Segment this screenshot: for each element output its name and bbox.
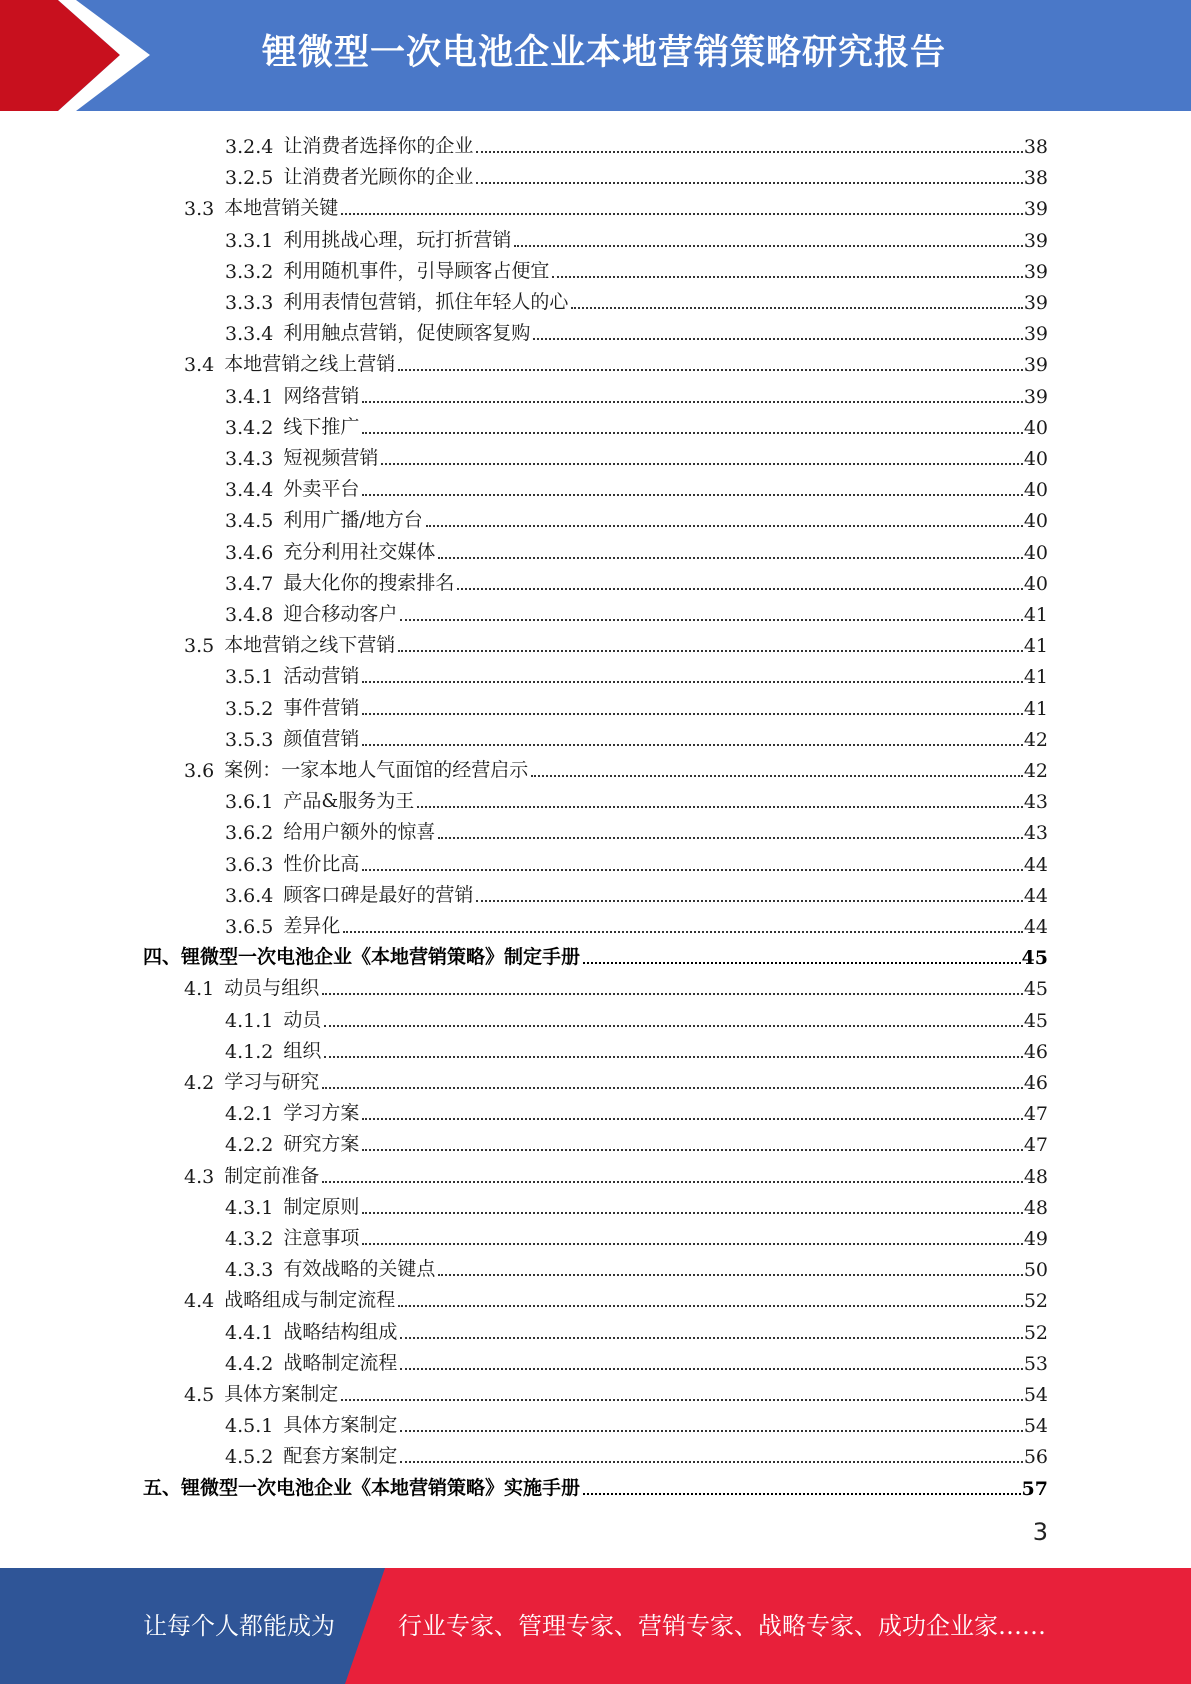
- toc-entry-title: 性价比高: [283, 852, 360, 875]
- toc-entry[interactable]: [184, 1157, 1048, 1188]
- toc-entry-number: 3.5.1: [225, 666, 274, 689]
- toc-entry-title: 短视频营销: [283, 447, 379, 469]
- toc-entry-title: 配套方案制定: [283, 1445, 398, 1468]
- toc-dot-leader: [322, 1087, 1023, 1089]
- toc-dot-leader: [400, 1461, 1022, 1463]
- toc-entry[interactable]: [225, 501, 1048, 532]
- toc-entry-title: 事件营销: [283, 696, 360, 719]
- toc-entry-title: 利用随机事件，引导顾客占便宜: [283, 259, 550, 282]
- toc-entry[interactable]: [225, 314, 1048, 345]
- toc-entry-number: 3.4.2: [225, 416, 274, 439]
- toc-entry-title: 本地营销之线上营销: [224, 353, 396, 376]
- toc-entry[interactable]: [225, 1313, 1048, 1344]
- toc-entry[interactable]: [225, 221, 1048, 252]
- toc-dot-leader: [583, 962, 1021, 964]
- toc-dot-leader: [426, 525, 1023, 527]
- toc-entry-title: 组织: [283, 1039, 322, 1062]
- toc-dot-leader: [476, 182, 1022, 184]
- toc-entry[interactable]: [184, 189, 1048, 220]
- page-number: 3: [1032, 1518, 1048, 1546]
- toc-entry-title: 让消费者选择你的企业: [283, 135, 474, 157]
- toc-entry-page: 44: [1023, 916, 1048, 938]
- toc-entry-page: 39: [1023, 198, 1048, 221]
- toc-dot-leader: [341, 213, 1023, 215]
- toc-entry[interactable]: [225, 907, 1048, 938]
- toc-entry-title: 外卖平台: [283, 478, 360, 501]
- toc-dot-leader: [324, 1025, 1022, 1027]
- toc-entry[interactable]: [225, 1250, 1048, 1281]
- toc-entry[interactable]: [225, 876, 1048, 907]
- toc-dot-leader: [362, 494, 1022, 496]
- toc-entry[interactable]: [225, 1125, 1048, 1156]
- toc-entry-page: 39: [1023, 229, 1048, 252]
- toc-dot-leader: [362, 1149, 1022, 1151]
- toc-entry-number: 4.2.2: [225, 1134, 274, 1157]
- toc-entry[interactable]: [225, 533, 1048, 564]
- toc-entry-number: 3.2.5: [225, 167, 274, 190]
- toc-entry-page: 39: [1023, 323, 1048, 346]
- toc-entry-number: 3.3.4: [225, 323, 274, 346]
- toc-entry-page: 40: [1023, 572, 1048, 595]
- toc-entry[interactable]: [225, 564, 1048, 595]
- toc-entry-page: 56: [1023, 1446, 1048, 1469]
- toc-dot-leader: [398, 1305, 1023, 1307]
- toc-entry-page: 41: [1023, 697, 1048, 720]
- toc-entry[interactable]: [225, 1094, 1048, 1125]
- toc-entry-title: 顾客口碑是最好的营销: [283, 883, 474, 906]
- toc-entry-title: 战略制定流程: [283, 1351, 398, 1374]
- toc-entry-number: 3.4.8: [225, 604, 274, 626]
- toc-entry-title: 动员与组织: [224, 977, 320, 1000]
- toc-entry-title: 线下推广: [283, 415, 360, 438]
- toc-entry-number: 3.4.5: [225, 510, 274, 533]
- toc-entry-page: 48: [1023, 1196, 1048, 1219]
- toc-entry-page: 39: [1023, 292, 1048, 314]
- toc-entry-number: 4.4.2: [225, 1352, 274, 1375]
- header-banner: [0, 0, 1191, 111]
- toc-entry-title: 迎合移动客户: [283, 603, 398, 625]
- toc-entry[interactable]: [225, 1219, 1048, 1250]
- toc-entry-number: 3.4.1: [225, 385, 274, 408]
- toc-entry-page: 52: [1023, 1321, 1048, 1344]
- toc-entry-title: 利用表情包营销，抓住年轻人的心: [283, 291, 569, 313]
- toc-entry-number: 4.3: [184, 1165, 215, 1188]
- toc-entry-number: 3.6.5: [225, 916, 274, 938]
- toc-entry-number: 3.6.1: [225, 791, 274, 814]
- toc-dot-leader: [533, 338, 1022, 340]
- toc-entry[interactable]: [143, 1469, 1048, 1500]
- toc-entry[interactable]: [225, 845, 1048, 876]
- toc-entry-number: 4.3.1: [225, 1196, 274, 1219]
- toc-dot-leader: [400, 619, 1022, 621]
- toc-entry-number: 3.6.2: [225, 822, 274, 845]
- toc-entry[interactable]: [184, 751, 1048, 782]
- toc-dot-leader: [514, 245, 1022, 247]
- toc-entry-title: 本地营销之线下营销: [224, 634, 396, 657]
- toc-entry[interactable]: [225, 1406, 1048, 1437]
- toc-entry-title: 差异化: [283, 915, 341, 937]
- toc-entry[interactable]: [225, 657, 1048, 688]
- toc-entry-page: 54: [1023, 1384, 1048, 1406]
- toc-entry-page: 57: [1021, 1477, 1048, 1500]
- toc-entry-title: 动员: [283, 1008, 322, 1031]
- toc-dot-leader: [531, 775, 1023, 777]
- toc-entry-number: 3.3.1: [225, 229, 274, 252]
- toc-entry-page: 49: [1023, 1228, 1048, 1250]
- toc-entry-title: 制定原则: [283, 1195, 360, 1218]
- toc-dot-leader: [438, 557, 1022, 559]
- toc-entry[interactable]: [225, 252, 1048, 283]
- toc-entry-title: 注意事项: [283, 1227, 360, 1249]
- toc-entry-number: 4.1: [184, 978, 215, 1001]
- toc-entry-title: 让消费者光顾你的企业: [283, 166, 474, 189]
- toc-entry[interactable]: [225, 782, 1048, 813]
- toc-entry[interactable]: [225, 1188, 1048, 1219]
- toc-entry-page: 41: [1023, 666, 1048, 689]
- toc-entry-number: 3.4.4: [225, 479, 274, 502]
- toc-entry-title: 有效战略的关键点: [283, 1258, 436, 1281]
- toc-entry-page: 41: [1023, 604, 1048, 626]
- toc-dot-leader: [362, 744, 1022, 746]
- toc-dot-leader: [571, 307, 1022, 309]
- toc-entry-title: 利用触点营销，促使顾客复购: [283, 322, 531, 345]
- toc-dot-leader: [438, 837, 1022, 839]
- toc-entry[interactable]: [184, 969, 1048, 1000]
- toc-entry-number: 3.5.2: [225, 697, 274, 720]
- toc-dot-leader: [417, 806, 1023, 808]
- toc-entry-title: 颜值营销: [283, 727, 360, 750]
- toc-dot-leader: [362, 1118, 1022, 1120]
- toc-dot-leader: [343, 931, 1022, 933]
- toc-entry-page: 53: [1023, 1352, 1048, 1375]
- toc-entry-page: 39: [1023, 260, 1048, 283]
- toc-entry[interactable]: [225, 158, 1048, 189]
- footer-banner: [0, 1568, 1191, 1684]
- toc-entry-title: 研究方案: [283, 1133, 360, 1156]
- toc-entry-title: 学习方案: [283, 1102, 360, 1125]
- toc-entry-title: 学习与研究: [224, 1071, 320, 1093]
- toc-entry-number: 4.3.2: [225, 1228, 274, 1250]
- toc-entry-title: 利用挑战心理，玩打折营销: [283, 228, 512, 251]
- toc-entry-number: 3.5: [184, 635, 215, 658]
- toc-entry[interactable]: [143, 938, 1048, 969]
- toc-entry-title: 案例：一家本地人气面馆的经营启示: [224, 759, 529, 781]
- toc-entry[interactable]: [225, 283, 1048, 314]
- toc-entry[interactable]: [225, 439, 1048, 470]
- toc-entry-title: 具体方案制定: [283, 1414, 398, 1437]
- toc-entry-page: 39: [1023, 385, 1048, 408]
- toc-dot-leader: [476, 151, 1022, 153]
- toc-entry-title: 充分利用社交媒体: [283, 540, 436, 563]
- toc-entry-page: 43: [1023, 791, 1048, 814]
- toc-entry-title: 战略组成与制定流程: [224, 1289, 396, 1312]
- toc-entry-title: 利用广播/地方台: [283, 509, 423, 532]
- toc-entry-number: 4.1.2: [225, 1040, 274, 1063]
- toc-entry-title: 产品&服务为王: [283, 790, 415, 813]
- toc-dot-leader: [476, 900, 1022, 902]
- toc-entry-title: 给用户额外的惊喜: [283, 821, 436, 844]
- toc-entry-number: 3.3: [184, 198, 215, 221]
- toc-entry[interactable]: [225, 1032, 1048, 1063]
- toc-entry[interactable]: [184, 345, 1048, 376]
- toc-entry-number: 3.4.3: [225, 448, 274, 470]
- toc-entry[interactable]: [225, 470, 1048, 501]
- toc-entry-number: 4.5.2: [225, 1446, 274, 1469]
- toc-entry-number: 3.6.3: [225, 853, 274, 876]
- toc-entry-page: 38: [1023, 136, 1048, 158]
- toc-entry-page: 42: [1023, 760, 1048, 782]
- toc-dot-leader: [400, 1337, 1022, 1339]
- toc-entry-page: 38: [1023, 167, 1048, 190]
- toc-entry-title: 制定前准备: [224, 1164, 320, 1187]
- toc-dot-leader: [362, 1212, 1022, 1214]
- toc-entry[interactable]: [184, 1281, 1048, 1312]
- footer-slogan-right: 行业专家、管理专家、营销专家、战略专家、成功企业家……: [398, 1612, 1046, 1640]
- toc-entry-page: 40: [1023, 448, 1048, 470]
- toc-dot-leader: [362, 432, 1022, 434]
- toc-dot-leader: [324, 1056, 1022, 1058]
- toc-entry-page: 39: [1023, 354, 1048, 377]
- toc-entry-page: 47: [1023, 1103, 1048, 1126]
- toc-entry-page: 44: [1023, 853, 1048, 876]
- toc-entry-number: 4.5.1: [225, 1415, 274, 1438]
- toc-entry-number: 4.2: [184, 1072, 215, 1094]
- toc-entry-page: 54: [1023, 1415, 1048, 1438]
- toc-entry-number: 3.4.6: [225, 541, 274, 564]
- toc-dot-leader: [362, 869, 1022, 871]
- toc-dot-leader: [362, 681, 1022, 683]
- toc-dot-leader: [322, 1181, 1023, 1183]
- toc-entry-number: 3.4: [184, 354, 215, 377]
- toc-entry-page: 40: [1023, 541, 1048, 564]
- toc-entry-page: 47: [1023, 1134, 1048, 1157]
- toc-dot-leader: [400, 1430, 1022, 1432]
- toc-entry[interactable]: [225, 408, 1048, 439]
- report-title: 锂微型一次电池企业本地营销策略研究报告: [262, 33, 947, 73]
- toc-entry-number: 4.1.1: [225, 1009, 274, 1032]
- toc-entry-number: 3.4.7: [225, 572, 274, 595]
- toc-entry-page: 40: [1023, 479, 1048, 502]
- toc-dot-leader: [398, 369, 1023, 371]
- toc-dot-leader: [457, 588, 1022, 590]
- toc-entry-number: 4.4: [184, 1290, 215, 1313]
- toc-entry-page: 50: [1023, 1259, 1048, 1282]
- toc-entry-number: 3.6: [184, 760, 215, 782]
- toc-entry-number: 3.3.2: [225, 260, 274, 283]
- toc-entry-page: 44: [1023, 884, 1048, 907]
- toc-entry[interactable]: [225, 720, 1048, 751]
- toc-dot-leader: [341, 1399, 1023, 1401]
- toc-entry-number: 4.4.1: [225, 1321, 274, 1344]
- toc-entry-page: 41: [1023, 635, 1048, 658]
- toc-entry[interactable]: [184, 1375, 1048, 1406]
- toc-entry-number: 3.3.3: [225, 292, 274, 314]
- toc-entry-title: 网络营销: [283, 384, 360, 407]
- toc-entry-page: 48: [1023, 1165, 1048, 1188]
- toc-entry-number: 3.5.3: [225, 728, 274, 751]
- toc-dot-leader: [362, 1243, 1022, 1245]
- toc-entry-title: 活动营销: [283, 665, 360, 688]
- toc-entry-number: 4.5: [184, 1384, 215, 1406]
- footer-slogan-left: 让每个人都能成为: [143, 1612, 335, 1640]
- toc-dot-leader: [322, 993, 1023, 995]
- toc-entry-number: 4.3.3: [225, 1259, 274, 1282]
- toc-entry[interactable]: [225, 1001, 1048, 1032]
- toc-entry-page: 43: [1023, 822, 1048, 845]
- toc-entry[interactable]: [184, 1063, 1048, 1094]
- toc-dot-leader: [438, 1274, 1022, 1276]
- toc-dot-leader: [552, 276, 1022, 278]
- toc-entry-title: 战略结构组成: [283, 1320, 398, 1343]
- toc-entry[interactable]: [225, 689, 1048, 720]
- toc-entry-page: 45: [1023, 1009, 1048, 1032]
- toc-dot-leader: [381, 463, 1022, 465]
- toc-entry-title: 五、锂微型一次电池企业《本地营销策略》实施手册: [143, 1476, 581, 1499]
- toc-entry-page: 40: [1023, 416, 1048, 439]
- toc-entry-page: 46: [1023, 1040, 1048, 1063]
- toc-dot-leader: [400, 1368, 1022, 1370]
- toc-dot-leader: [583, 1493, 1021, 1495]
- toc-entry-page: 42: [1023, 728, 1048, 751]
- toc-entry[interactable]: [184, 626, 1048, 657]
- header-arrow-decoration: [0, 0, 170, 111]
- toc-dot-leader: [362, 401, 1022, 403]
- toc-entry-number: 4.2.1: [225, 1103, 274, 1126]
- toc-entry[interactable]: [225, 377, 1048, 408]
- toc-entry-number: 3.6.4: [225, 884, 274, 907]
- toc-entry-number: 3.2.4: [225, 136, 274, 158]
- toc-entry[interactable]: [225, 127, 1048, 158]
- toc-entry[interactable]: [225, 1344, 1048, 1375]
- toc-entry-title: 具体方案制定: [224, 1383, 339, 1405]
- toc-entry-title: 本地营销关键: [224, 197, 339, 220]
- toc-entry-page: 52: [1023, 1290, 1048, 1313]
- toc-entry[interactable]: [225, 595, 1048, 626]
- toc-entry-title: 四、锂微型一次电池企业《本地营销策略》制定手册: [143, 946, 581, 969]
- toc-entry-page: 45: [1021, 947, 1048, 970]
- toc-entry[interactable]: [225, 1437, 1048, 1468]
- toc-entry-title: 最大化你的搜索排名: [283, 571, 455, 594]
- toc-dot-leader: [362, 713, 1022, 715]
- toc-dot-leader: [398, 650, 1023, 652]
- toc-entry-page: 40: [1023, 510, 1048, 533]
- toc-entry-page: 45: [1023, 978, 1048, 1001]
- toc-entry[interactable]: [225, 813, 1048, 844]
- toc-entry-page: 46: [1023, 1072, 1048, 1094]
